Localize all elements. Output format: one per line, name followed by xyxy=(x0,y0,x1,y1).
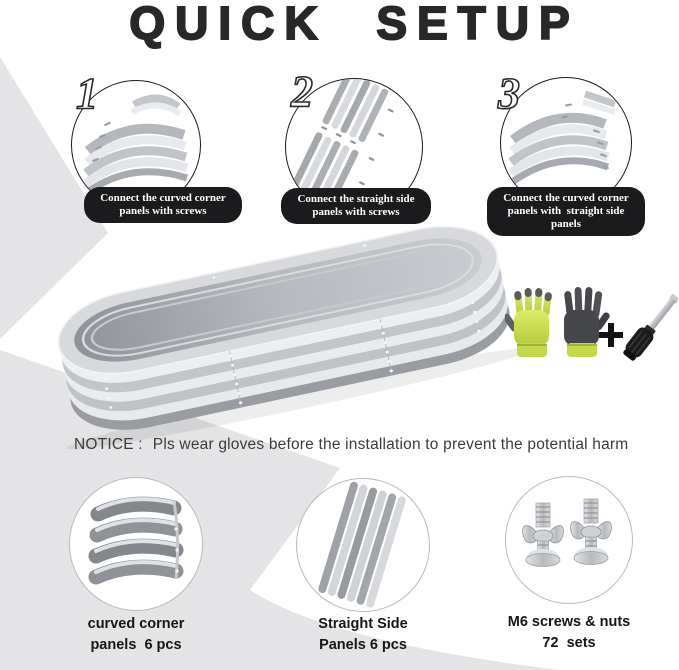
step3-caption-pill: Connect the curved corner panels with straight side panels xyxy=(487,187,645,236)
m6-screws-nuts-icon xyxy=(506,477,632,603)
curved-corner-panel-icon xyxy=(70,478,202,610)
step2-caption-pill: Connect the straight side panels with screws xyxy=(281,188,431,224)
step1-caption-pill: Connect the curved corner panels with screws xyxy=(84,187,242,223)
notice-label: NOTICE : xyxy=(74,436,143,453)
part1-caption: curved corner panels 6 pcs xyxy=(87,616,185,653)
plus-icon xyxy=(599,323,623,347)
part3-caption: M6 screws & nuts 72 sets xyxy=(507,614,631,651)
raised-garden-bed-illustration xyxy=(30,196,520,454)
step3-number: 3 xyxy=(498,69,520,118)
part3-circle xyxy=(505,476,633,604)
step1-number: 1 xyxy=(76,69,98,118)
page-title: QUICK SETUP xyxy=(129,0,580,49)
part2-circle xyxy=(296,478,430,612)
straight-side-panel-icon xyxy=(297,479,429,611)
part1-circle xyxy=(69,477,203,611)
step2-number: 2 xyxy=(291,67,313,116)
notice-text: Pls wear gloves before the installation to prevent the potential harm xyxy=(152,436,629,453)
notice-line xyxy=(74,436,628,454)
part2-caption: Straight Side Panels 6 pcs xyxy=(318,616,408,653)
screwdriver-icon xyxy=(620,286,678,368)
